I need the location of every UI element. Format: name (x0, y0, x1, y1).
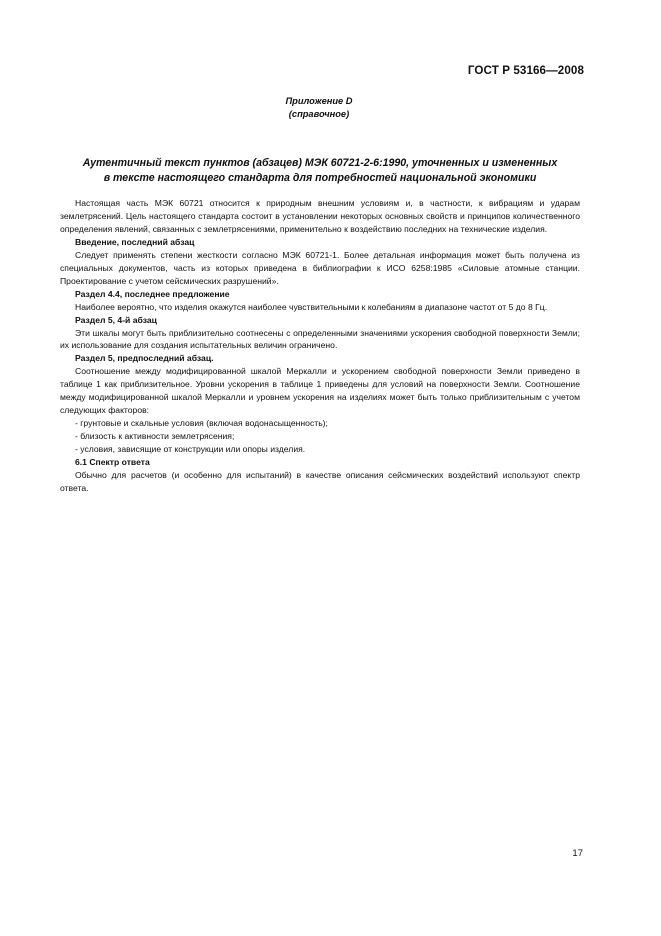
page-number: 17 (572, 848, 583, 859)
paragraph: Следует применять степени жесткости согласно МЭК 60721-1. Более детальная информация может быть получена из специальных документов, часть из которых приведена в библиографии к ИСО 6258:1985 «Силовые атомные станции. Проектирование с учетом сейсмических разрушений». (60, 249, 580, 286)
section-heading: Введение, последний абзац (75, 236, 195, 247)
body-text (60, 197, 580, 495)
annex-name: Приложение D (285, 96, 353, 106)
section-heading: Раздел 4.4, последнее предложение (75, 288, 230, 299)
document-code: ГОСТ Р 53166—2008 (467, 64, 584, 77)
list-item: - близость к активности землетрясения; (75, 431, 235, 442)
paragraph: Соотношение между модифицированной шкалой Меркалли и ускорением свободной поверхности Земли приведено в таблице 1 как приблизительное. Уровни ускорения в таблице 1 приведены для условий на поверхности Земли. Соотношение между модифицированной шкалой Меркалли и уровнем ускорения на изделиях может быть только приблизительным с учетом следующих факторов: (60, 366, 580, 416)
annex-kind: (справочное) (288, 109, 350, 119)
annex-heading (0, 95, 620, 121)
paragraph: Эти шкалы могут быть приблизительно соотнесены с определенными значениями ускорения свободной поверхности Земли; их использование для создания испытательных величин ограничено. (60, 327, 580, 351)
paragraph: Обычно для расчетов (и особенно для испытаний) в качестве описания сейсмических воздействий используют спектр ответа. (60, 470, 580, 493)
section-heading: Раздел 5, 4-й абзац (75, 314, 157, 325)
annex-title (60, 156, 580, 186)
list-item: - условия, зависящие от конструкции или опоры изделия. (75, 444, 306, 455)
paragraph: Наиболее вероятно, что изделия окажутся наиболее чувствительными к колебаниям в диапазоне частот от 5 до 8 Гц. (75, 301, 548, 312)
annex-title-line-2: в тексте настоящего стандарта для потребностей национальной экономики (103, 172, 537, 184)
section-heading: Раздел 5, предпоследний абзац. (75, 353, 214, 364)
section-heading: 6.1 Спектр ответа (75, 457, 150, 468)
list-item: - грунтовые и скальные условия (включая водонасыщенность); (75, 418, 328, 429)
annex-title-line-1: Аутентичный текст пунктов (абзацев) МЭК 60721-2-6:1990, уточненных и измененных (82, 157, 558, 169)
paragraph-intro: Настоящая часть МЭК 60721 относится к природным внешним условиям и, в частности, к вибрациям и ударам землетрясений. Цель настоящего стандарта состоит в установлении некоторых основных свойств и принципов количественного определения явлений, связанных с землетрясениями, применительно к воздействию последних на технические изделия. (60, 198, 580, 234)
